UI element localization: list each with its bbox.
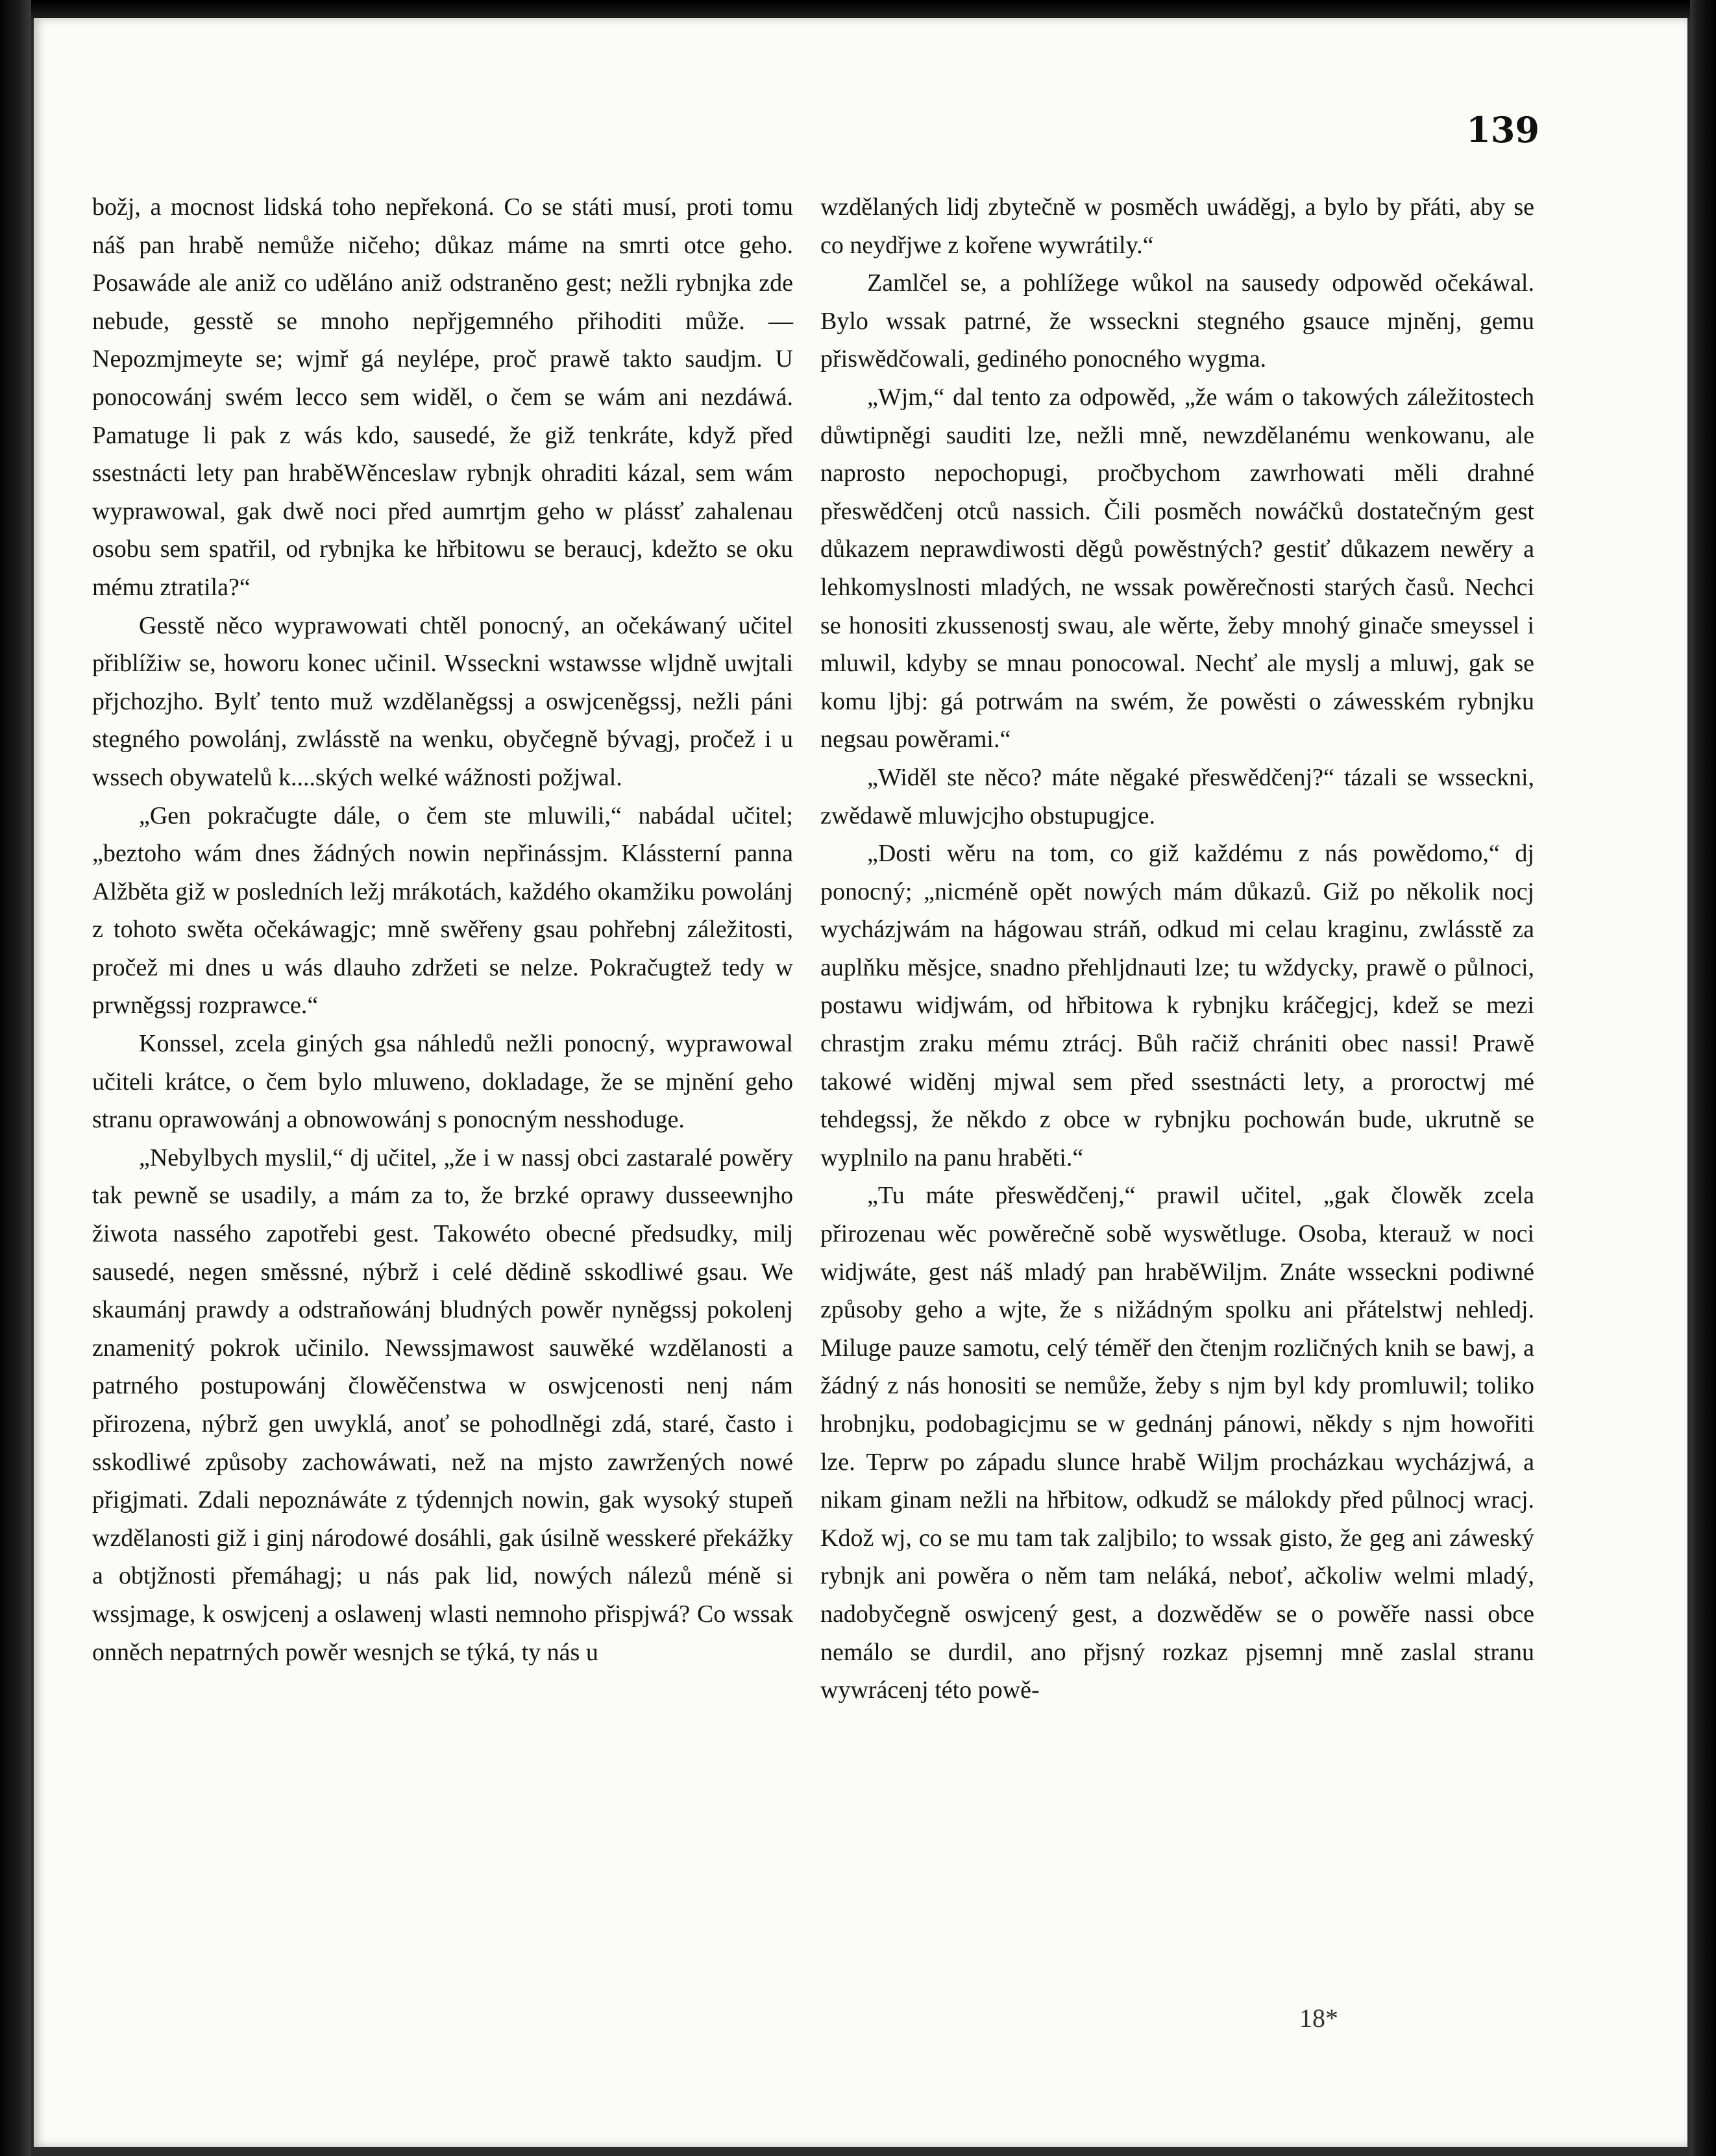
paragraph: „Widěl ste něco? máte něgaké přeswědčenj?“ tázali se wsseckni, zwědawě mluwjcjho obstupugjce.	[820, 763, 1534, 829]
printer-signature-mark: 18*	[1299, 2003, 1338, 2033]
paragraph: „Dosti wěru na tom, co giž každému z nás powědomo,“ dj ponocný; „nicméně opět nowých mám důkazů. Giž po několik nocj wycházjwám na hágowau stráň, odkud mi celau kraginu, zwlásstě za auplňku měsjce, snadno přehljdnauti lze; tu wždycky, prawě o půlnoci, postawu widjwám, od hřbitowa k rybnjku kráčegjcj, kdež se mezi chrastjm zraku mému ztrácj. Bůh račiž chrániti obec nassi! Prawě takowé widěnj mjwal sem před ssestnácti lety, a proroctwj mé tehdegssj, že někdo z obce w rybnjku pochowán bude, ukrutně se wyplnilo na panu hraběti.“	[820, 840, 1534, 1171]
scan-top-edge	[0, 0, 1716, 19]
paragraph: „Tu máte přeswědčenj,“ prawil učitel, „gak člowěk zcela přirozenau wěc powěrečně sobě wyswětluge. Osoba, kterauž w noci widjwáte, gest náš mladý pan hraběWiljm. Znáte wsseckni podiwné způsoby geho a wjte, že s nižádným spolku ani přátelstwj nehledj. Miluge pauze samotu, celý téměř den čtenjm rozličných knih se bawj, a žádný z nás honositi se nemůže, žeby s njm byl kdy promluwil; toliko hrobnjku, podobagicjmu se w gednánj pánowi, někdy s njm howořiti lze. Teprw po západu slunce hrabě Wiljm procházkau wycházjwá, a nikam ginam nežli na hřbitow, odkudž se málokdy před půlnocj wracj. Kdož wj, co se mu tam tak zaljbilo; to wssak gisto, že geg ani záweský rybnjk ani powěra o něm tam neláká, neboť, ačkoliw welmi mladý, nadobyčegně oswjcený gest, a dozwěděw se o powěře nassi obce nemálo se durdil, ano přjsný rozkaz pjsemnj mně zaslal stranu wywrácenj této powě-	[820, 1182, 1534, 1704]
paragraph: „Nebylbych myslil,“ dj učitel, „že i w nassj obci zastaralé powěry tak pewně se usadily, a mám za to, že brzké oprawy dusseewnjho žiwota nassého zapotřebi gest. Takowéto obecné předsudky, milj sausedé, negen směssné, nýbrž i celé dědině sskodliwé gsau. We skaumánj prawdy a odstraňowánj bludných powěr nyněgssj pokolenj znamenitý pokrok učinilo. Newssjmawost sauwěké wzdělanosti a patrného postupowánj člowěčenstwa w oswjcenosti nenj nám přirozena, nýbrž gen uwyklá, anoť se pohodlněgi zdá, staré, často i sskodliwé způsoby zachowáwati, než na mjsto zawržených nowé přigjmati. Zdali nepoznáwáte z týdennjch nowin, gak wysoký stupeň wzdělanosti giž i ginj národowé dosáhli, gak úsilně wesskeré překážky a obtjžnosti přemáhagj; u nás pak lid, nowých nálezů méně si wssjmage, k oswjcenj a oslawenj wlasti nemnoho přispjwá? Co wssak onněch nepatrných powěr wesnjch se týká, ty nás u	[92, 1144, 793, 1666]
paragraph: Konssel, zcela giných gsa náhledů nežli ponocný, wyprawowal učiteli krátce, o čem bylo mluweno, dokladage, že se mjnění geho stranu oprawowánj a obnowowánj s ponocným nesshoduge.	[92, 1030, 793, 1134]
scan-left-edge	[0, 0, 31, 2156]
paragraph: „Wjm,“ dal tento za odpowěd, „že wám o takowých záležitostech důwtipněgi sauditi lze, nežli mně, newzdělanému wenkowanu, ale naprosto nepochopugi, pročbychom zawrhowati měli drahné přeswědčenj otců nassich. Čili posměch nowáčků dostatečným gest důkazem neprawdiwosti děgů powěstných? gestiť důkazem newěry a lehkomyslnosti mladých, ne wssak powěrečnosti starých časů. Nechci se honositi zkussenostj swau, ale wěrte, žeby mnohý ginače smeyssel i mluwil, kdyby se mnau ponocowal. Nechť ale myslj a mluwj, gak se komu ljbj: gá potrwám na swém, že powěsti o záwesském rybnjku negsau powěrami.“	[820, 383, 1534, 753]
paragraph: wzdělaných lidj zbytečně w posměch uwáděgj, a bylo by přáti, aby se co neydřjwe z kořene wywrátily.“	[820, 193, 1534, 259]
book-page	[34, 18, 1687, 2147]
left-column	[92, 188, 793, 1671]
right-column	[820, 188, 1534, 1709]
paragraph: Gesstě něco wyprawowati chtěl ponocný, an očekáwaný učitel přiblížiw se, howoru konec učinil. Wsseckni wstawsse wljdně uwjtali přjchozjho. Bylť tento muž wzdělaněgssj a oswjceněgssj, nežli páni stegného powolánj, zwlásstě na wenku, obyčegně bývagj, pročež i u wssech obywatelů k....ských welké wážnosti požjwal.	[92, 611, 793, 791]
paragraph: božj, a mocnost lidská toho nepřekoná. Co se státi musí, proti tomu náš pan hrabě nemůže ničeho; důkaz máme na smrti otce geho. Posawáde ale aniž co uděláno aniž odstraněno gest; nežli rybnjka zde nebude, gesstě se mnoho nepřjgemného přihoditi může. — Nepozmjmeyte se; wjmř gá neylépe, proč prawě takto saudjm. U ponocowánj swém lecco sem widěl, o čem se wám ani nezdáwá. Pamatuge li pak z wás kdo, sausedé, že giž tenkráte, když před ssestnácti lety pan hraběWěnceslaw rybnjk ohraditi kázal, sem wám wyprawowal, gak dwě noci před aumrtjm geho w plássť zahalenau osobu sem spatřil, od rybnjka ke hřbitowu se beraucj, kdežto se oku mému ztratila?“	[92, 193, 793, 601]
scan-right-edge	[1690, 0, 1716, 2156]
paragraph: „Gen pokračugte dále, o čem ste mluwili,“ nabádal učitel; „beztoho wám dnes žádných nowin nepřinássjm. Klássterní panna Alžběta giž w posledních ležj mrákotách, každého okamžiku powolánj z tohoto swěta očekáwagjc; mně swěřeny gsau pohřebnj záležitosti, pročež mi dnes u wás dlauho zdržeti se nelze. Pokračugtež tedy w prwněgssj rozprawce.“	[92, 802, 793, 1020]
page-number: 139	[1466, 109, 1539, 151]
paragraph: Zamlčel se, a pohlížege wůkol na sausedy odpowěd očekáwal. Bylo wssak patrné, že wsseckni stegného gsauce mjněnj, gemu přiswědčowali, gediného ponocného wygma.	[820, 269, 1534, 373]
